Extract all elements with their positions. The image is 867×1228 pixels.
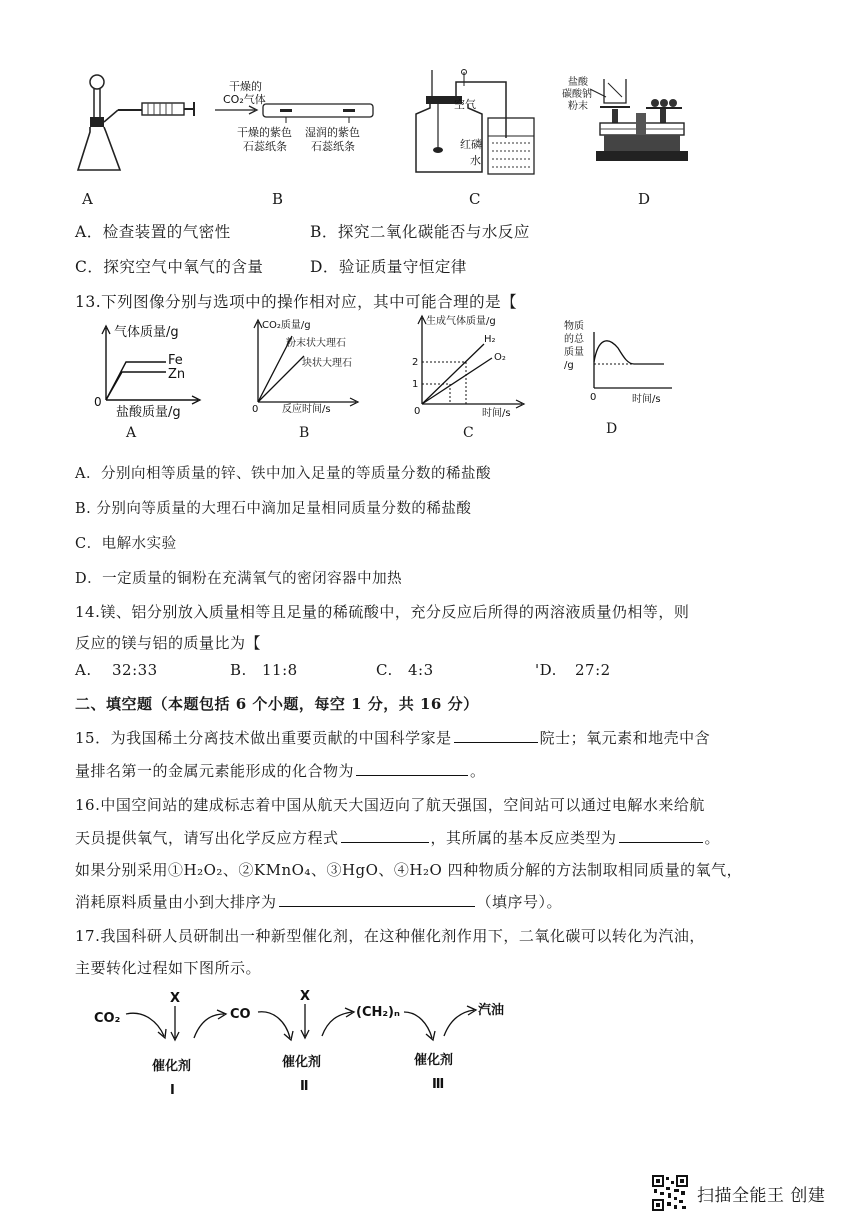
graph-c-tick-2: 2 [412, 357, 419, 368]
q16-line-4 [75, 891, 562, 912]
q16-line-2 [75, 827, 720, 848]
q13-option-c: C．电解水实验 [75, 536, 177, 552]
apparatus-c-figure [412, 68, 542, 178]
q14-opt-b-value: 11:8 [262, 661, 298, 679]
q16-text-2c: 。 [704, 829, 721, 847]
graph-b-origin: 0 [252, 404, 259, 415]
q16-blank-reaction-type[interactable] [619, 841, 703, 843]
graph-c-origin: 0 [414, 406, 421, 417]
graph-d-caption: D [606, 421, 618, 437]
fig-c-air-label: 空气 [454, 98, 476, 111]
fig-b-dry-label-2: 石蕊纸条 [243, 140, 287, 153]
q12-option-a: A．检查装置的气密性 [75, 223, 231, 241]
flow-co2: CO₂ [94, 1011, 121, 1026]
fig-caption-c: C [469, 190, 481, 208]
graph-b-ylabel: CO₂质量/g [262, 320, 311, 331]
flow-co: CO [230, 1007, 251, 1022]
q12-option-d: D．验证质量守恒定律 [310, 258, 467, 276]
fig-b-wet-label: 湿润的紫色 [305, 126, 360, 139]
q14-opt-b-letter: B. [230, 661, 247, 679]
q14-line-2: 反应的镁与铝的质量比为【 [75, 634, 262, 652]
graph-b-series-block: 块状大理石 [302, 358, 352, 369]
q17-line-1: 17.我国科研人员研制出一种新型催化剂，在这种催化剂作用下，二氧化碳可以转化为汽油， [75, 927, 705, 945]
flow-x-1: X [170, 991, 181, 1006]
graph-a-origin: 0 [94, 395, 102, 409]
flow-catalyst-3: 催化剂 [414, 1053, 454, 1068]
q14-opt-a-letter: A. [75, 661, 92, 679]
graph-c-tick-1: 1 [412, 379, 419, 390]
q13-option-d: D．一定质量的铜粉在充满氧气的密闭容器中加热 [75, 571, 403, 587]
graph-d-ylabel-2: 的总 [564, 334, 584, 345]
fig-c-phosphorus-label: 红磷 [460, 138, 482, 151]
fig-d-label-3: 粉末 [568, 101, 588, 112]
q15-blank-2[interactable] [356, 774, 468, 776]
q16-text-4b: （填序号）。 [476, 893, 563, 911]
q16-blank-order[interactable] [279, 905, 475, 907]
fig-caption-b: B [272, 190, 284, 208]
graph-c-series-o2: O₂ [494, 352, 506, 363]
fig-c-water-label: 水 [470, 154, 481, 167]
graph-c-series-h2: H₂ [484, 334, 496, 345]
flow-catalyst-1: 催化剂 [152, 1059, 192, 1074]
graph-a-xlabel: 盐酸质量/g [116, 405, 181, 420]
fig-b-wet-label-2: 石蕊纸条 [311, 140, 355, 153]
graph-b-series-powder: 粉末状大理石 [286, 338, 346, 349]
q14-opt-d-letter: 'D. [535, 661, 557, 679]
q15-text-1: 15．为我国稀土分离技术做出重要贡献的中国科学家是 [75, 729, 452, 747]
q12-option-c: C．探究空气中氧气的含量 [75, 258, 264, 276]
q13-option-a: A．分别向相等质量的锌、铁中加入足量的等质量分数的稀盐酸 [75, 466, 491, 482]
q14-opt-c-letter: C. [376, 661, 393, 679]
graph-a [88, 322, 208, 422]
q15-line-1 [75, 727, 710, 748]
fig-b-dry-label: 干燥的紫色 [237, 126, 292, 139]
fig-b-gas-label: 干燥的 [229, 80, 262, 93]
q16-text-2a: 天员提供氧气，请写出化学反应方程式 [75, 829, 339, 847]
q16-line-3: 如果分别采用①H₂O₂、②KMnO₄、③HgO、④H₂O 四种物质分解的方法制取相同质量的氧气， [75, 861, 743, 879]
graph-c [404, 312, 529, 417]
graph-d-origin: 0 [590, 392, 597, 403]
q13-option-b: B. 分别向等质量的大理石中滴加足量相同质量分数的稀盐酸 [75, 501, 472, 517]
q15-blank-1[interactable] [454, 741, 538, 743]
fig-b-gas-label-2: CO₂气体 [223, 93, 266, 106]
q15-line-2 [75, 760, 486, 781]
q13-stem: 13.下列图像分别与选项中的操作相对应，其中可能合理的是【 [75, 293, 518, 311]
graph-d-xlabel: 时间/s [632, 394, 661, 405]
q12-option-b: B．探究二氧化碳能否与水反应 [310, 223, 530, 241]
q14-opt-d-value: 27:2 [575, 661, 611, 679]
fig-caption-d: D [638, 190, 651, 208]
graph-c-xlabel: 时间/s [482, 408, 511, 419]
graph-a-series-zn: Zn [168, 367, 186, 382]
q17-flow-diagram [90, 988, 520, 1098]
q14-opt-a-value: 32:33 [112, 661, 158, 679]
graph-b [246, 318, 366, 418]
graph-d-ylabel-3: 质量 [564, 347, 584, 358]
flow-roman-3: Ⅲ [432, 1077, 445, 1092]
graph-a-ylabel: 气体质量/g [114, 325, 179, 340]
watermark-text: 扫描全能王 创建 [697, 1186, 826, 1206]
q14-opt-c-value: 4:3 [408, 661, 434, 679]
flow-ch2n: (CH₂)ₙ [356, 1005, 400, 1020]
graph-d [560, 318, 680, 413]
graph-b-caption: B [299, 425, 310, 441]
graph-d-ylabel-1: 物质 [564, 321, 584, 332]
flow-gasoline: 汽油 [478, 1003, 505, 1018]
q14-line-1: 14.镁、铝分别放入质量相等且足量的稀硫酸中，充分反应后所得的两溶液质量仍相等，则 [75, 603, 690, 621]
fig-caption-a: A [82, 190, 94, 208]
q16-blank-equation[interactable] [341, 841, 429, 843]
apparatus-b-figure [215, 78, 375, 158]
graph-c-ylabel: 生成气体质量/g [426, 316, 496, 327]
q16-line-1: 16.中国空间站的建成标志着中国从航天大国迈向了航天强国，空间站可以通过电解水来给航 [75, 796, 705, 814]
graph-b-xlabel: 反应时间/s [282, 404, 331, 415]
q15-text-4: 。 [470, 762, 486, 780]
q16-text-4a: 消耗原料质量由小到大排序为 [75, 893, 277, 911]
q15-text-2: 院士；氧元素和地壳中含 [539, 729, 711, 747]
graph-a-series-fe: Fe [168, 353, 183, 368]
flow-roman-1: Ⅰ [170, 1083, 175, 1098]
flow-catalyst-2: 催化剂 [282, 1055, 322, 1070]
apparatus-d-figure [560, 75, 695, 170]
qr-code-icon [652, 1175, 688, 1211]
graph-c-caption: C [463, 425, 475, 441]
flow-x-2: X [300, 989, 311, 1004]
fig-d-label-1: 盐酸 [568, 77, 588, 88]
apparatus-a-figure [70, 72, 200, 177]
q15-text-3: 量排名第一的金属元素能形成的化合物为 [75, 762, 355, 780]
fig-d-label-2: 碳酸钠 [562, 89, 592, 100]
graph-a-caption: A [126, 425, 137, 441]
flow-roman-2: Ⅱ [300, 1079, 309, 1094]
q16-text-2b: ，其所属的基本反应类型为 [430, 829, 617, 847]
section-2-heading: 二、填空题（本题包括 6 个小题，每空 1 分，共 16 分） [75, 695, 479, 713]
graph-d-ylabel-4: /g [564, 360, 574, 371]
q17-line-2: 主要转化过程如下图所示。 [75, 959, 262, 977]
